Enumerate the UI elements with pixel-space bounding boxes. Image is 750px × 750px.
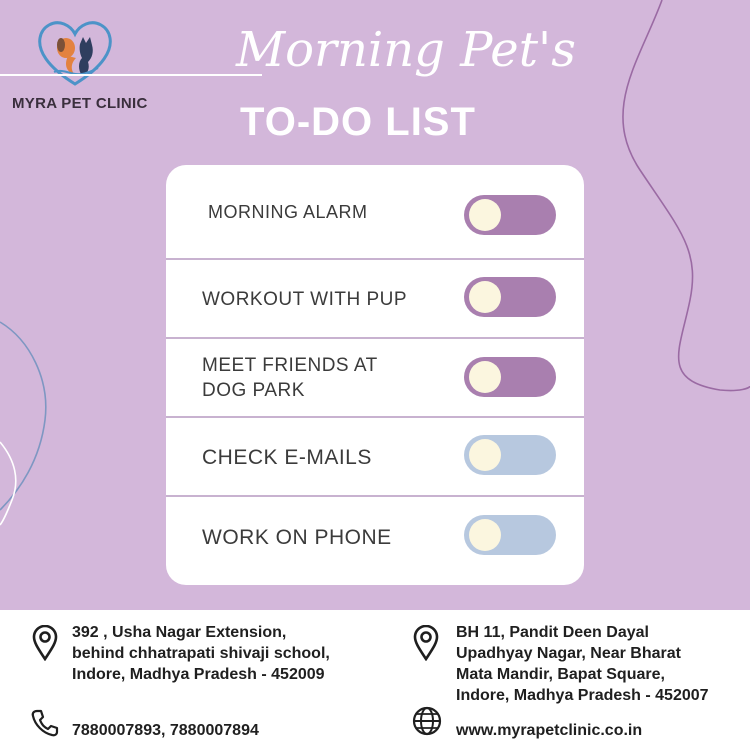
- toggle-knob: [469, 361, 501, 393]
- clinic-logo: [36, 20, 114, 86]
- address-line: Upadhyay Nagar, Near Bharat: [456, 645, 681, 662]
- address-line: Mata Mandir, Bapat Square,: [456, 666, 665, 683]
- todo-item-label: WORK ON PHONE: [202, 525, 392, 549]
- toggle-check-emails[interactable]: [464, 435, 556, 475]
- header-rule: [0, 74, 262, 76]
- todo-item-work-on-phone: [166, 497, 584, 577]
- phone-numbers[interactable]: 7880007893, 7880007894: [72, 722, 259, 739]
- address-line: Indore, Madhya Pradesh - 452009: [72, 666, 325, 683]
- address-line: Indore, Madhya Pradesh - 452007: [456, 687, 709, 704]
- title-script: Morning Pet's: [236, 22, 576, 78]
- brand-name: MYRA PET CLINIC: [12, 95, 148, 112]
- toggle-work-on-phone[interactable]: [464, 515, 556, 555]
- phone-icon: [30, 708, 60, 738]
- address-line: behind chhatrapati shivaji school,: [72, 645, 330, 662]
- address-line: 392 , Usha Nagar Extension,: [72, 624, 287, 641]
- globe-icon: [412, 706, 442, 736]
- toggle-knob: [469, 199, 501, 231]
- toggle-knob: [469, 519, 501, 551]
- todo-item-morning-alarm: [166, 165, 584, 259]
- todo-card: [166, 165, 584, 585]
- toggle-meet-friends[interactable]: [464, 357, 556, 397]
- toggle-workout-with-pup[interactable]: [464, 277, 556, 317]
- todo-item-workout-with-pup: [166, 260, 584, 338]
- contact-footer: [0, 610, 750, 750]
- todo-item-label: CHECK E-MAILS: [202, 445, 372, 469]
- todo-item-meet-friends: [166, 339, 584, 417]
- address-clinic-1: [72, 622, 330, 685]
- todo-item-check-emails: [166, 418, 584, 496]
- toggle-morning-alarm[interactable]: [464, 195, 556, 235]
- todo-item-label: WORKOUT WITH PUP: [202, 288, 408, 310]
- todo-item-label: MORNING ALARM: [208, 201, 368, 222]
- toggle-knob: [469, 439, 501, 471]
- location-pin-icon: [413, 625, 439, 661]
- location-pin-icon: [32, 625, 58, 661]
- todo-item-label: MEET FRIENDS AT DOG PARK: [202, 355, 378, 401]
- website-link[interactable]: www.myrapetclinic.co.in: [456, 722, 643, 739]
- page-title: TO-DO LIST: [240, 100, 476, 144]
- toggle-knob: [469, 281, 501, 313]
- address-line: BH 11, Pandit Deen Dayal: [456, 624, 649, 641]
- address-clinic-2: [456, 622, 709, 706]
